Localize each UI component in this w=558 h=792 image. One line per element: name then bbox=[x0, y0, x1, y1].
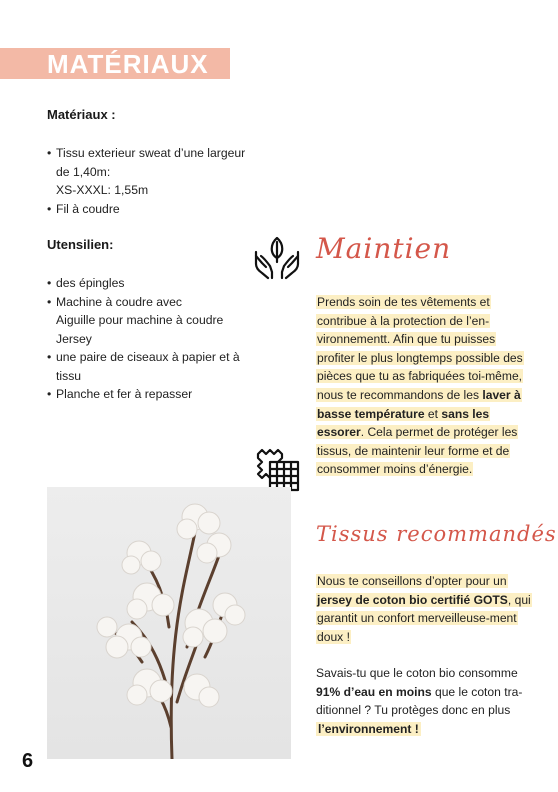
fabrics-bold-water: 91% d’eau en moins bbox=[316, 684, 432, 699]
tools-heading: Utensilien: bbox=[47, 237, 114, 252]
fabrics-text-part: Savais-tu que le coton bio consomme bbox=[316, 666, 518, 680]
fabrics-bold-jersey: jersey de coton bio certifié GOTS bbox=[317, 592, 508, 607]
care-text-part: . Cela permet de protéger les tissus, de maintenir leur forme et de consommer moins d’énergie. bbox=[317, 425, 518, 477]
fabrics-title: Tissus recommandés bbox=[316, 522, 557, 546]
care-text bbox=[316, 293, 531, 479]
list-item-line: Jersey bbox=[56, 331, 92, 346]
materials-list bbox=[47, 144, 277, 218]
fabrics-bold-environment: l’environnement ! bbox=[318, 721, 419, 736]
cotton-photo bbox=[47, 487, 291, 759]
list-item-line: tissu bbox=[56, 368, 82, 383]
fabrics-paragraph-2 bbox=[316, 664, 531, 738]
page-number: 6 bbox=[22, 750, 34, 772]
care-title: Maintien bbox=[316, 232, 452, 265]
list-item-line: Fil à coudre bbox=[56, 201, 120, 216]
list-item bbox=[47, 274, 277, 293]
list-item-line: des épingles bbox=[56, 276, 125, 290]
list-item bbox=[47, 293, 277, 349]
list-item-line: de 1,40m: bbox=[56, 164, 111, 179]
fabrics-text-part: que le coton tra-ditionnel ? Tu protèges donc en plus bbox=[316, 684, 523, 718]
list-item bbox=[47, 348, 277, 385]
list-item-line: XS-XXXL: 1,55m bbox=[56, 183, 149, 197]
list-item-line: une paire de ciseaux à papier et à bbox=[56, 350, 240, 364]
materials-heading: Matériaux : bbox=[47, 107, 116, 122]
fabrics-paragraph-1 bbox=[316, 572, 531, 646]
list-item bbox=[47, 200, 277, 219]
hands-leaf-icon bbox=[252, 232, 302, 282]
list-item-line: Planche et fer à repasser bbox=[56, 387, 193, 401]
list-item-line: Aiguille pour machine à coudre bbox=[56, 313, 224, 327]
list-item-line: Machine à coudre avec bbox=[56, 294, 183, 309]
list-item-line: Tissu exterieur sweat d’une largeur bbox=[56, 146, 246, 160]
cotton-branch-illustration bbox=[47, 487, 291, 759]
care-bold-temp: laver à basse température bbox=[317, 387, 521, 421]
tools-list bbox=[47, 274, 277, 404]
list-item bbox=[47, 385, 277, 404]
fabrics-text-part: , qui garantit un confort merveilleuse-ment doux ! bbox=[317, 592, 531, 644]
fabrics-text-part: Nous te conseillons d’opter pour un bbox=[317, 574, 507, 588]
care-text-part: Prends soin de tes vêtements et contribue à la protection de l’en-vironnementt. Afin que tu puisses profiter le plus longtemps possible des pièces que tu as fabriquées toi-même, nous te recommandons de les bbox=[317, 295, 523, 402]
list-item bbox=[47, 144, 277, 200]
care-text-part: et bbox=[424, 406, 442, 421]
care-bold-spin: sans les essorer bbox=[317, 406, 490, 440]
page-title: MATÉRIAUX bbox=[47, 49, 209, 79]
